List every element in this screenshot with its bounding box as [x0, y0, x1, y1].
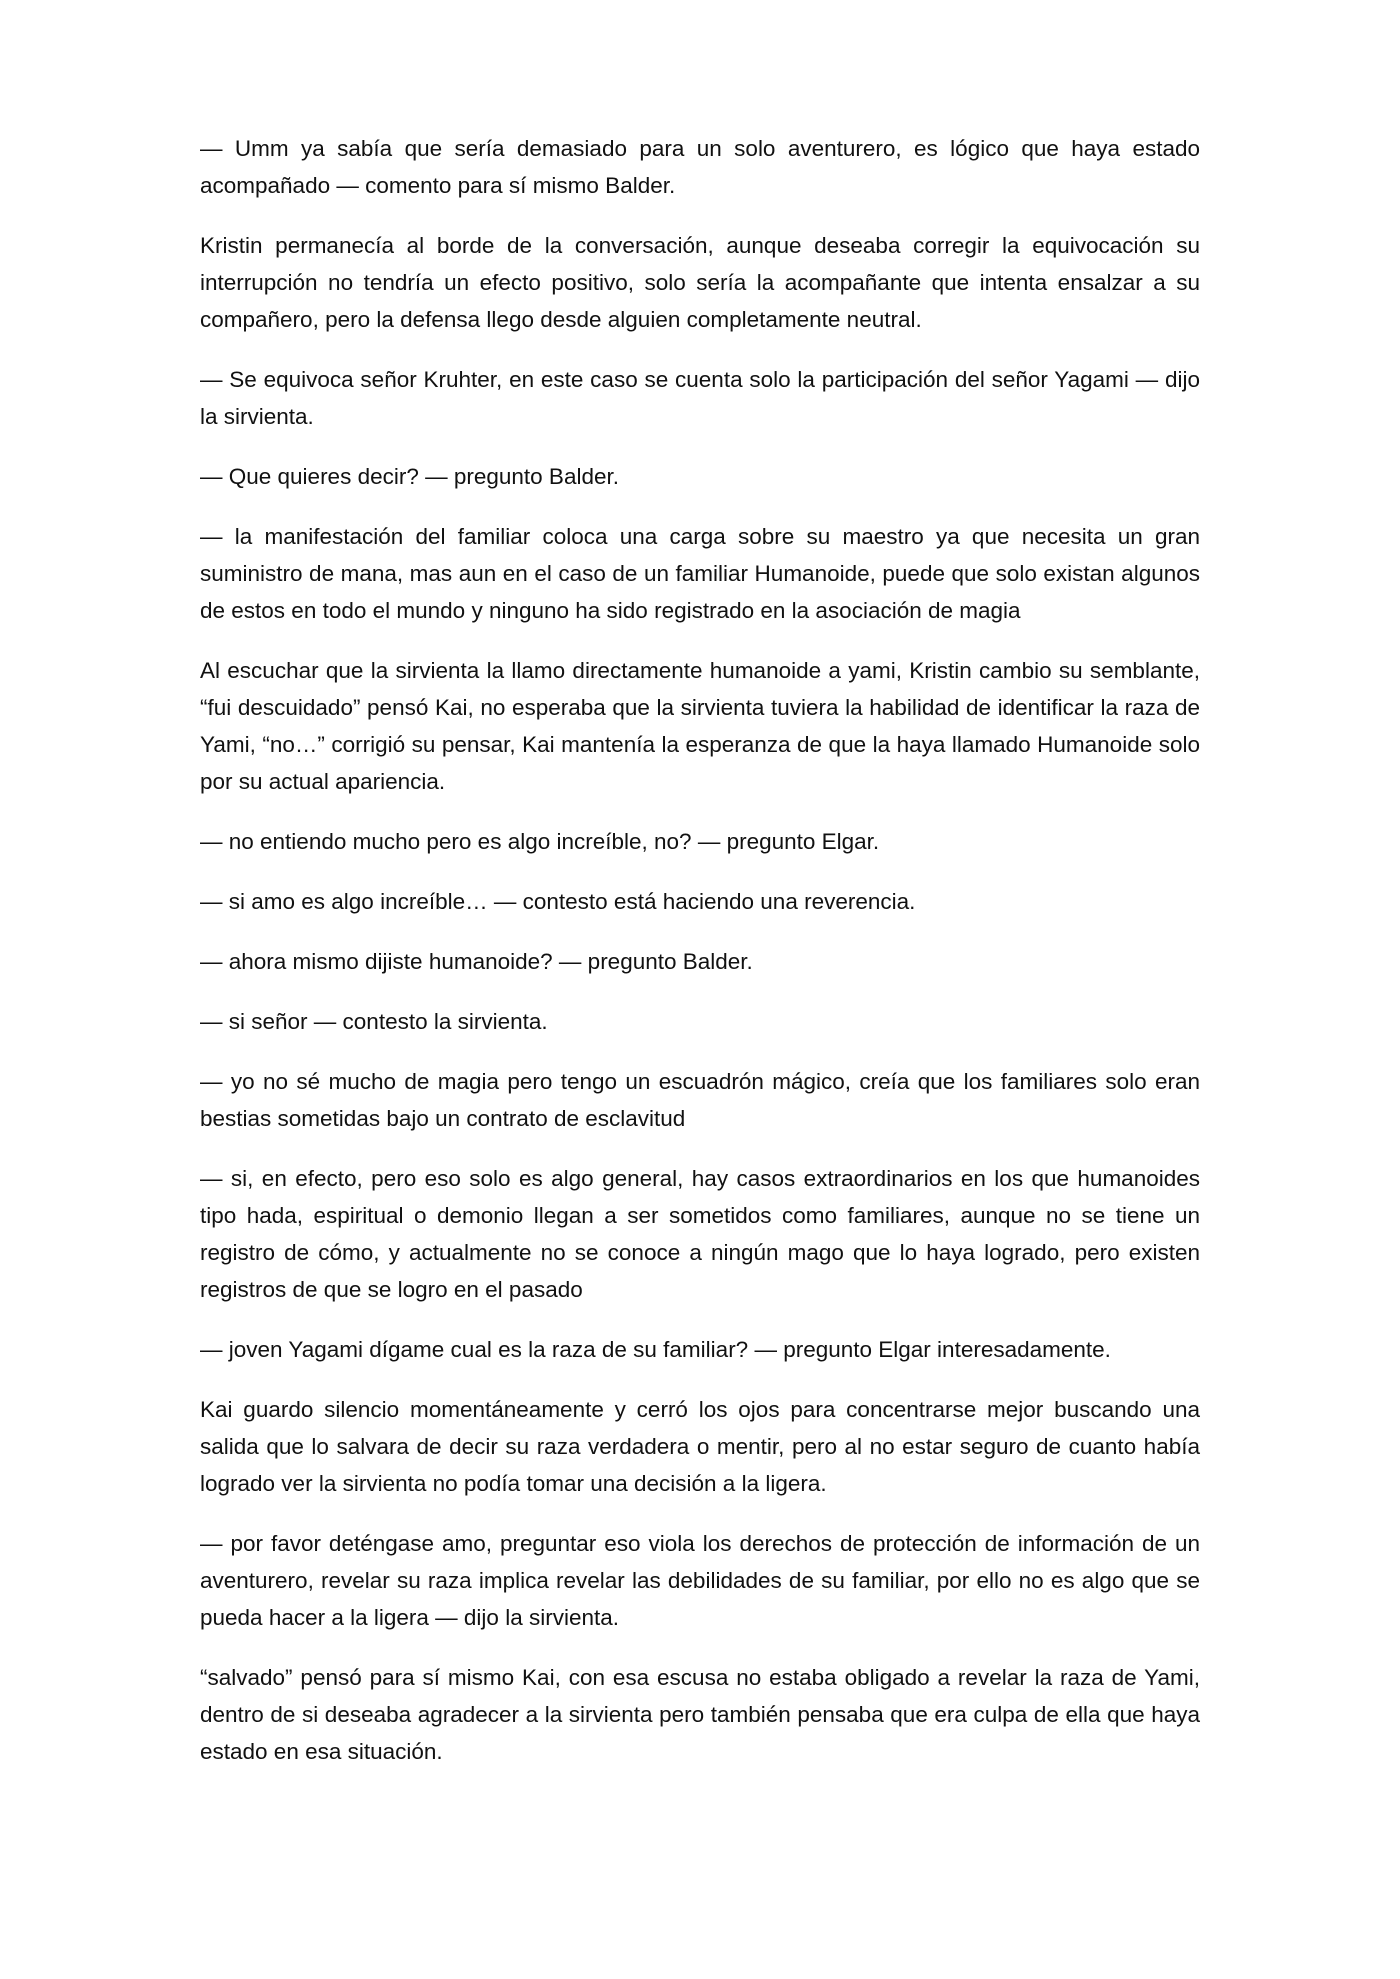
- paragraph: “salvado” pensó para sí mismo Kai, con esa escusa no estaba obligado a revelar la raza de Yami, dentro de si deseaba agradecer a la sirvienta pero también pensaba que era culpa de ella que haya estado en esa situación.: [200, 1665, 1200, 1764]
- document-page: [200, 130, 1200, 1793]
- paragraph: — si, en efecto, pero eso solo es algo general, hay casos extraordinarios en los que humanoides tipo hada, espiritual o demonio llegan a ser sometidos como familiares, aunque no se tiene un registro de cómo, y actualmente no se conoce a ningún mago que lo haya logrado, pero existen registros de que se logro en el pasado: [200, 1166, 1200, 1302]
- paragraph: — no entiendo mucho pero es algo increíble, no? — pregunto Elgar.: [200, 829, 880, 854]
- paragraph: — Umm ya sabía que sería demasiado para un solo aventurero, es lógico que haya estado acompañado — comento para sí mismo Balder.: [200, 136, 1200, 198]
- paragraph: — la manifestación del familiar coloca una carga sobre su maestro ya que necesita un gran suministro de mana, mas aun en el caso de un familiar Humanoide, puede que solo existan algunos de estos en todo el mundo y ninguno ha sido registrado en la asociación de magia: [200, 524, 1200, 623]
- paragraph: Kristin permanecía al borde de la conversación, aunque deseaba corregir la equivocación su interrupción no tendría un efecto positivo, solo sería la acompañante que intenta ensalzar a su compañero, pero la defensa llego desde alguien completamente neutral.: [200, 233, 1200, 332]
- paragraph: — joven Yagami dígame cual es la raza de su familiar? — pregunto Elgar interesadamente.: [200, 1337, 1111, 1362]
- paragraph: Al escuchar que la sirvienta la llamo directamente humanoide a yami, Kristin cambio su semblante, “fui descuidado” pensó Kai, no esperaba que la sirvienta tuviera la habilidad de identificar la raza de Yami, “no…” corrigió su pensar, Kai mantenía la esperanza de que la haya llamado Humanoide solo por su actual apariencia.: [200, 658, 1200, 794]
- paragraph: — ahora mismo dijiste humanoide? — pregunto Balder.: [200, 949, 753, 974]
- paragraph: — Que quieres decir? — pregunto Balder.: [200, 464, 619, 489]
- paragraph: — si señor — contesto la sirvienta.: [200, 1009, 548, 1034]
- paragraph: — si amo es algo increíble… — contesto está haciendo una reverencia.: [200, 889, 916, 914]
- paragraph: Kai guardo silencio momentáneamente y cerró los ojos para concentrarse mejor buscando una salida que lo salvara de decir su raza verdadera o mentir, pero al no estar seguro de cuanto había logrado ver la sirvienta no podía tomar una decisión a la ligera.: [200, 1397, 1200, 1496]
- paragraph: — yo no sé mucho de magia pero tengo un escuadrón mágico, creía que los familiares solo eran bestias sometidas bajo un contrato de esclavitud: [200, 1069, 1200, 1131]
- paragraph: — por favor deténgase amo, preguntar eso viola los derechos de protección de información de un aventurero, revelar su raza implica revelar las debilidades de su familiar, por ello no es algo que se pueda hacer a la ligera — dijo la sirvienta.: [200, 1531, 1200, 1630]
- paragraph: — Se equivoca señor Kruhter, en este caso se cuenta solo la participación del señor Yagami — dijo la sirvienta.: [200, 367, 1200, 429]
